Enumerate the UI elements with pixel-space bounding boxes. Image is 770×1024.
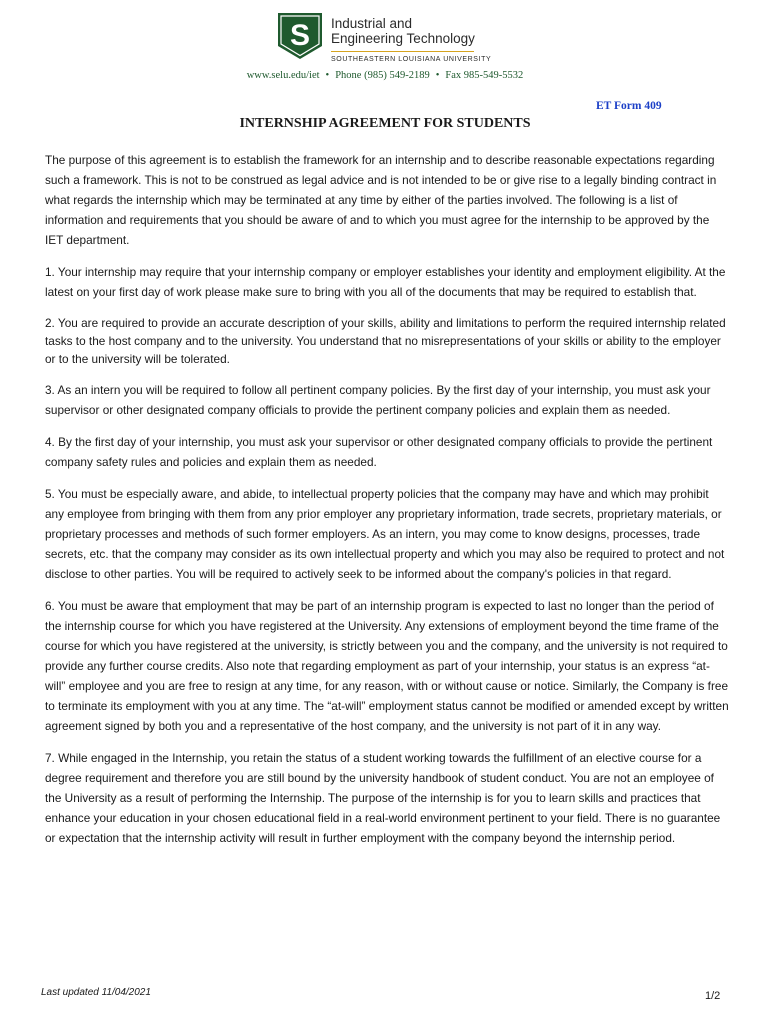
university-logo [277, 12, 323, 60]
phone-number: Phone (985) 549-2189 [335, 70, 430, 81]
page-number: 1/2 [705, 990, 721, 1002]
list-item: 7. While engaged in the Internship, you retain the status of a student working towards the fulfillment of an elective course for a degree requirement and therefore you are still bound by the university handbook of student conduct. You are not an employee of the University as a result of performing the Internship. The purpose of the internship is for you to learn skills and practices that enhance your education in your chosen educational field in a real-world environment pertinent to your field. There is no guarantee or expectation that the internship activity will result in further employment with the company beyond the internship period. [45, 751, 721, 845]
fax-number: Fax 985-549-5532 [445, 70, 524, 81]
website-link[interactable]: www.selu.edu/iet [246, 70, 320, 81]
agreement-body [45, 150, 729, 860]
document-title: INTERNSHIP AGREEMENT FOR STUDENTS [239, 116, 531, 131]
svg-text:S: S [289, 19, 311, 52]
contact-line [0, 70, 770, 81]
list-item: 6. You must be aware that employment that may be part of an internship program is expected to last no longer than the period of the internship course for which you have registered at the University. Any extensions of employment beyond the time frame of the course for which you have registered at the university, is strictly between you and the company, and the university is not required to provide any further course credits. Also note that regarding employment as part of your internship, your status is an express “at-will” employee and you are free to resign at any time, for any reason, with or without cause or notice. Similarly, the Company is free to terminate its employment with you at any time. The “at-will” employment status cannot be modified or amended except by written agreement signed by both you and a representative of the host company, and the university is not part of it in any way. [45, 599, 729, 733]
list-item: 1. Your internship may require that your internship company or employer establishes your identity and employment eligibility. At the latest on your first day of work please make sure to bring with you all of the documents that may be required to establish that. [45, 265, 726, 299]
list-item: 5. You must be especially aware, and abide, to intellectual property policies that the company may have and which may prohibit any employee from bringing with them from any prior employer any proprietary information, trade secrets, proprietary materials, or proprietary processes and methods of such former employers. As an intern, you may come to know designs, processes, trade secrets, etc. that the company may consider as its own intellectual property and which you may also be required to protect and not disclose to other parties. You will be required to actively seek to be informed about the company's policies in that regard. [45, 487, 725, 581]
department-line-2: Engineering Technology [331, 31, 475, 46]
department-line-1: Industrial and [331, 16, 413, 31]
list-item: 2. You are required to provide an accurate description of your skills, ability and limitations to perform the required internship related tasks to the host company and to the university. You understand that no misrepresentations of your skills or ability to the employer or to the university will be tolerated. [45, 316, 726, 366]
separator-dot: • [325, 70, 330, 81]
university-name: SOUTHEASTERN LOUISIANA UNIVERSITY [331, 56, 492, 63]
department-name [331, 16, 475, 46]
last-updated: Last updated 11/04/2021 [41, 987, 151, 998]
form-number: ET Form 409 [596, 100, 662, 112]
list-item: 4. By the first day of your internship, you must ask your supervisor or other designated company officials to provide the pertinent company safety rules and policies and explain them as needed. [45, 435, 713, 469]
header-divider [331, 51, 474, 52]
intro-paragraph: The purpose of this agreement is to establish the framework for an internship and to describe reasonable expectations regarding such a framework. This is not to be construed as legal advice and is not intended to be or give rise to a legally binding contract in what regards the internship which may be terminated at any time by either of the parties involved. The following is a list of information and requirements that you should be aware of and to which you must agree for the internship to be approved by the IET department. [45, 153, 717, 247]
list-item: 3. As an intern you will be required to follow all pertinent company policies. By the first day of your internship, you must ask your supervisor or other designated company officials to provide the pertinent company policies and explain them as needed. [45, 383, 711, 417]
letterhead [277, 12, 567, 72]
separator-dot: • [435, 70, 440, 81]
